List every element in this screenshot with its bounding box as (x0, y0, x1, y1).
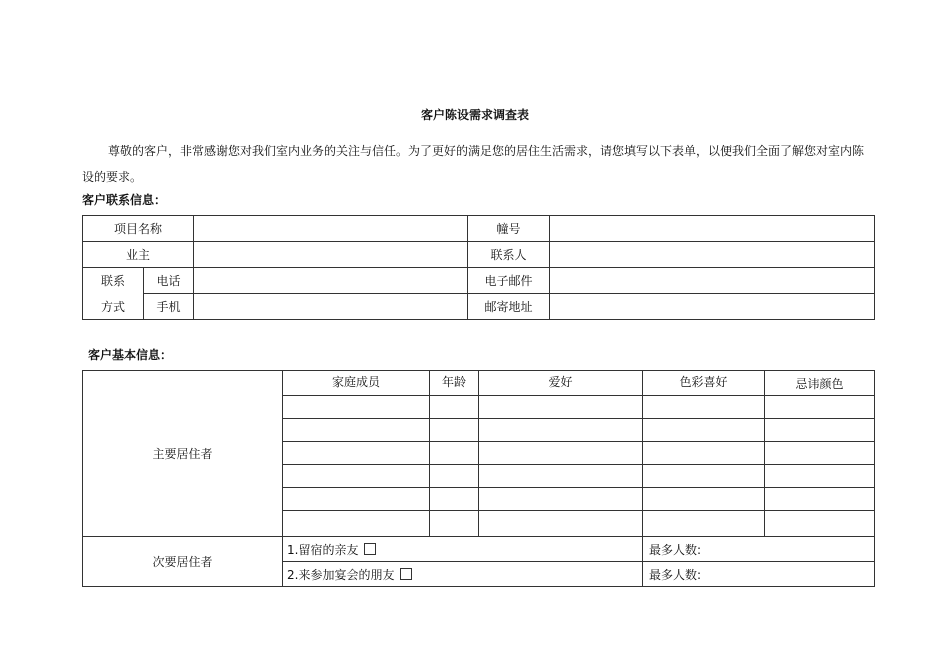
color-preference-cell[interactable] (643, 488, 765, 511)
email-cell[interactable] (550, 268, 875, 294)
age-cell[interactable] (430, 419, 479, 442)
color-preference-cell[interactable] (643, 511, 765, 537)
email-label: 电子邮件 (468, 268, 550, 294)
basic-section-label: 客户基本信息： (88, 348, 173, 362)
party-max-people[interactable] (643, 562, 875, 587)
mobile-label: 手机 (144, 294, 194, 320)
overnight-max-people-label: 最多人数: (649, 542, 702, 557)
project-name-label: 项目名称 (83, 216, 194, 242)
hobby-cell[interactable] (479, 511, 643, 537)
header-hobby: 爱好 (479, 371, 643, 396)
overnight-guests-checkbox[interactable] (364, 543, 376, 555)
contact-info-table (82, 215, 875, 320)
page-title: 客户陈设需求调查表 (420, 108, 529, 122)
phone-label: 电话 (144, 268, 194, 294)
owner-label: 业主 (83, 242, 194, 268)
party-max-people-label: 最多人数: (649, 567, 702, 582)
member-cell[interactable] (283, 511, 430, 537)
hobby-cell[interactable] (479, 419, 643, 442)
mail-address-cell[interactable] (550, 294, 875, 320)
color-preference-cell[interactable] (643, 442, 765, 465)
basic-info-table (82, 370, 875, 587)
secondary-resident-label: 次要居住者 (83, 537, 283, 587)
taboo-color-cell[interactable] (765, 465, 875, 488)
main-resident-label: 主要居住者 (83, 371, 283, 537)
hobby-cell[interactable] (479, 488, 643, 511)
color-preference-cell[interactable] (643, 419, 765, 442)
color-preference-cell[interactable] (643, 396, 765, 419)
age-cell[interactable] (430, 511, 479, 537)
contact-method-label-line1: 联系 (83, 268, 144, 294)
mobile-cell[interactable] (194, 294, 468, 320)
age-cell[interactable] (430, 488, 479, 511)
overnight-max-people[interactable] (643, 537, 875, 562)
taboo-color-cell[interactable] (765, 419, 875, 442)
owner-cell[interactable] (194, 242, 468, 268)
member-cell[interactable] (283, 488, 430, 511)
party-guests-option[interactable] (283, 562, 643, 587)
building-no-cell[interactable] (550, 216, 875, 242)
phone-cell[interactable] (194, 268, 468, 294)
color-preference-cell[interactable] (643, 465, 765, 488)
contact-person-label: 联系人 (468, 242, 550, 268)
header-color-preference: 色彩喜好 (643, 371, 765, 396)
overnight-guests-label: 1.留宿的亲友 (287, 542, 359, 557)
contact-method-label-line2: 方式 (83, 294, 144, 320)
building-no-label: 幢号 (468, 216, 550, 242)
member-cell[interactable] (283, 419, 430, 442)
taboo-color-cell[interactable] (765, 442, 875, 465)
age-cell[interactable] (430, 396, 479, 419)
member-cell[interactable] (283, 396, 430, 419)
mail-address-label: 邮寄地址 (468, 294, 550, 320)
taboo-color-cell[interactable] (765, 488, 875, 511)
header-family-member: 家庭成员 (283, 371, 430, 396)
intro-paragraph: 尊敬的客户，非常感谢您对我们室内业务的关注与信任。为了更好的满足您的居住生活需求，请您填写以下表单，以便我们全面了解您对室内陈设的要求。 (82, 144, 865, 184)
age-cell[interactable] (430, 442, 479, 465)
header-age: 年龄 (430, 371, 479, 396)
project-name-cell[interactable] (194, 216, 468, 242)
age-cell[interactable] (430, 465, 479, 488)
contact-person-cell[interactable] (550, 242, 875, 268)
hobby-cell[interactable] (479, 442, 643, 465)
header-taboo-color: 忌讳颜色 (765, 371, 875, 396)
member-cell[interactable] (283, 465, 430, 488)
taboo-color-cell[interactable] (765, 396, 875, 419)
party-guests-label: 2.来参加宴会的朋友 (287, 567, 395, 582)
hobby-cell[interactable] (479, 465, 643, 488)
member-cell[interactable] (283, 442, 430, 465)
hobby-cell[interactable] (479, 396, 643, 419)
overnight-guests-option[interactable] (283, 537, 643, 562)
taboo-color-cell[interactable] (765, 511, 875, 537)
contact-section-label: 客户联系信息： (82, 193, 167, 207)
party-guests-checkbox[interactable] (400, 568, 412, 580)
